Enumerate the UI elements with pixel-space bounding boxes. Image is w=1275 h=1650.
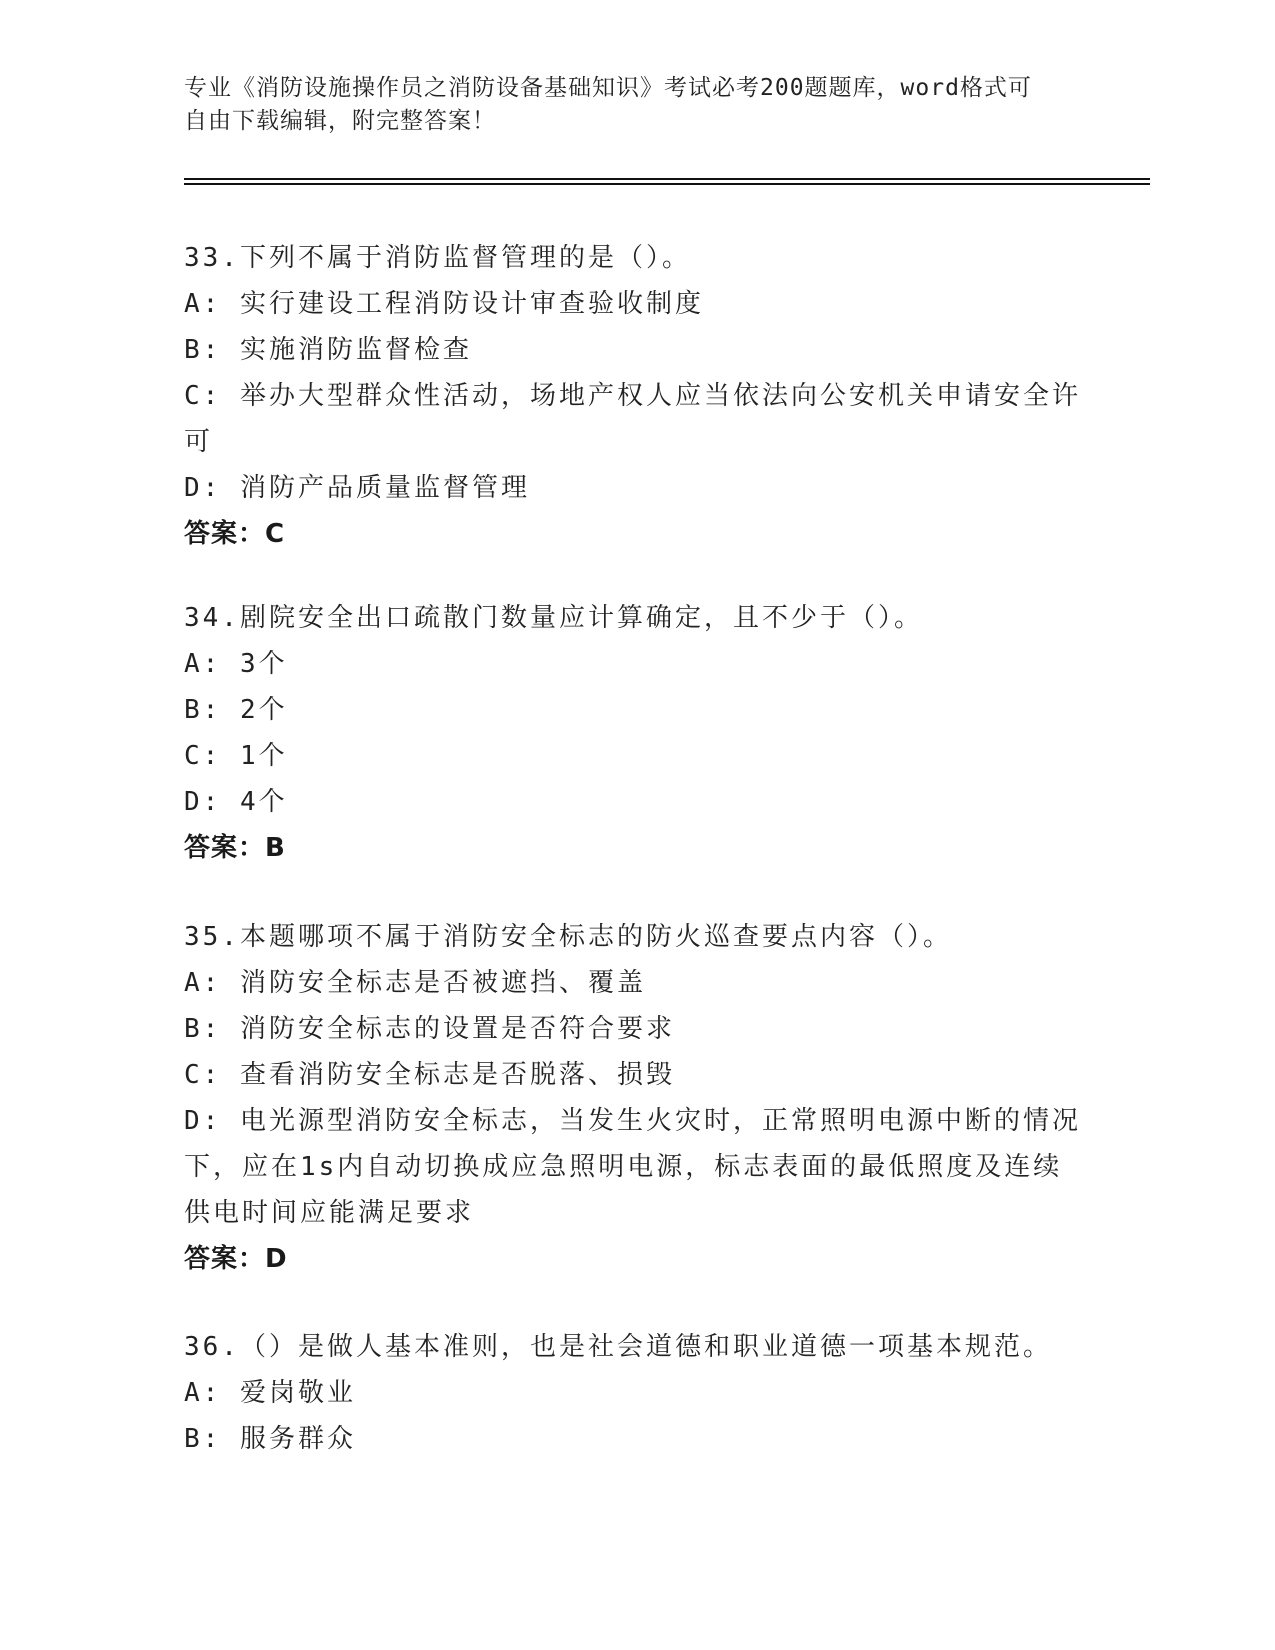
header-line-2: 自由下载编辑，附完整答案！: [184, 108, 496, 134]
option-d-continued: 下，应在1s内自动切换成应急照明电源，标志表面的最低照度及连续: [184, 1152, 1063, 1182]
question-34: [184, 595, 1064, 871]
option-d: D: 消防产品质量监督管理: [184, 473, 530, 503]
option-b: B: 实施消防监督检查: [184, 335, 472, 365]
answer: 答案：B: [184, 833, 286, 863]
option-a: A: 3个: [184, 649, 288, 679]
option-c: C: 举办大型群众性活动，场地产权人应当依法向公安机关申请安全许: [184, 381, 1081, 411]
option-d-continued: 供电时间应能满足要求: [184, 1198, 475, 1228]
question-stem: 36.（）是做人基本准则，也是社会道德和职业道德一项基本规范。: [184, 1332, 1052, 1362]
header-divider-bottom: [184, 183, 1150, 185]
option-c: C: 1个: [184, 741, 288, 771]
question-stem: 35.本题哪项不属于消防安全标志的防火巡查要点内容（）。: [184, 922, 952, 952]
option-b: B: 服务群众: [184, 1424, 356, 1454]
option-a: A: 实行建设工程消防设计审查验收制度: [184, 289, 704, 319]
question-35: [184, 914, 1081, 1282]
question-stem: 34.剧院安全出口疏散门数量应计算确定，且不少于（）。: [184, 603, 923, 633]
header-line-1: 专业《消防设施操作员之消防设备基础知识》考试必考200题题库，word格式可: [184, 75, 1032, 101]
option-c: C: 查看消防安全标志是否脱落、损毁: [184, 1060, 675, 1090]
document-header: [184, 72, 1064, 138]
header-divider-top: [184, 178, 1150, 180]
option-d: D: 4个: [184, 787, 288, 817]
option-b: B: 消防安全标志的设置是否符合要求: [184, 1014, 675, 1044]
option-c-continued: 可: [184, 427, 214, 457]
question-36: [184, 1324, 1064, 1462]
question-33: [184, 235, 1081, 557]
question-stem: 33.下列不属于消防监督管理的是（）。: [184, 243, 691, 273]
option-d: D: 电光源型消防安全标志，当发生火灾时，正常照明电源中断的情况: [184, 1106, 1081, 1136]
answer: 答案：C: [184, 519, 286, 549]
answer: 答案：D: [184, 1244, 288, 1274]
option-a: A: 爱岗敬业: [184, 1378, 356, 1408]
option-b: B: 2个: [184, 695, 288, 725]
option-a: A: 消防安全标志是否被遮挡、覆盖: [184, 968, 646, 998]
